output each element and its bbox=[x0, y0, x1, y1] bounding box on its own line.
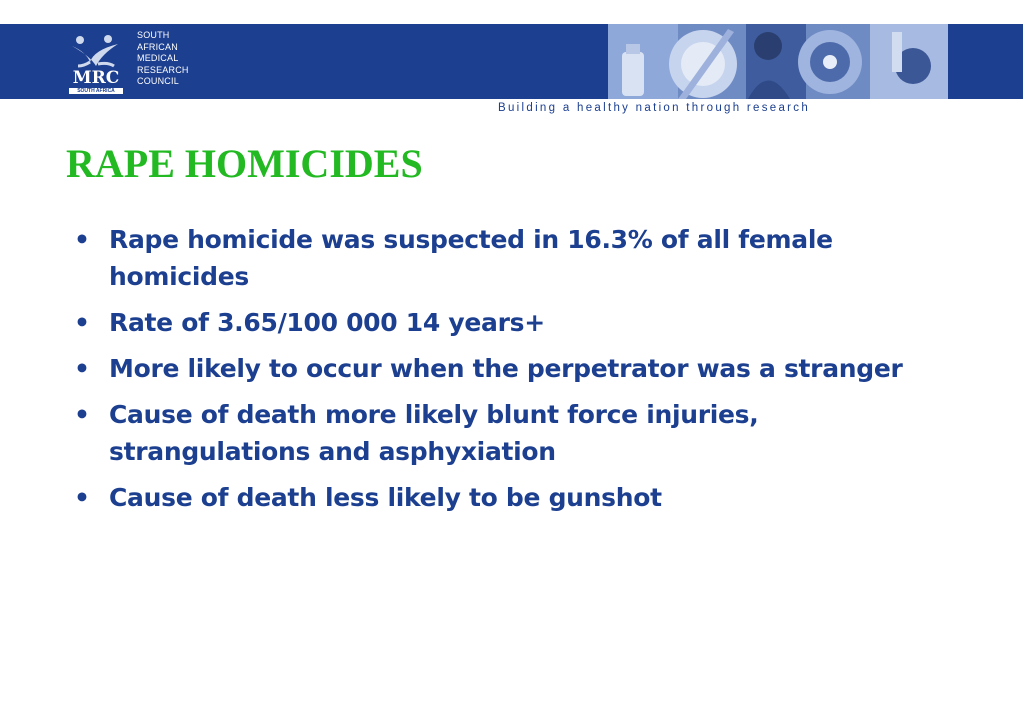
org-name-line: SOUTH bbox=[137, 30, 170, 40]
header-photo-collage bbox=[608, 24, 948, 99]
bullet-dot-icon: • bbox=[74, 225, 90, 254]
org-name-line: RESEARCH bbox=[137, 64, 189, 75]
bullet-text: Cause of death more likely blunt force injuries, strangulations and asphyxiation bbox=[109, 400, 759, 466]
slide-title: RAPE HOMICIDES bbox=[66, 141, 423, 186]
bullet-item bbox=[74, 350, 954, 387]
organization-name bbox=[137, 30, 189, 88]
bullet-text: Rape homicide was suspected in 16.3% of all female homicides bbox=[109, 225, 833, 291]
bullet-dot-icon: • bbox=[74, 400, 90, 429]
bullet-text: Cause of death less likely to be gunshot bbox=[109, 483, 662, 512]
bullet-item bbox=[74, 221, 954, 295]
org-name-line: COUNCIL bbox=[137, 76, 179, 86]
logo-country-label: SOUTH AFRICA bbox=[69, 88, 123, 94]
bullet-text: Rate of 3.65/100 000 14 years+ bbox=[109, 308, 545, 337]
logo-wordmark: MRC bbox=[72, 68, 120, 88]
tagline: Building a healthy nation through research bbox=[498, 102, 811, 114]
bullet-list bbox=[74, 221, 954, 525]
bullet-dot-icon: • bbox=[74, 308, 90, 337]
bullet-item bbox=[74, 304, 954, 341]
bullet-item bbox=[74, 479, 954, 516]
header-banner bbox=[0, 24, 1023, 99]
bullet-item bbox=[74, 396, 954, 470]
org-name-line: AFRICAN bbox=[137, 41, 178, 52]
bullet-dot-icon: • bbox=[74, 354, 90, 383]
bullet-dot-icon: • bbox=[74, 483, 90, 512]
org-name-line: MEDICAL bbox=[137, 53, 179, 63]
bullet-text: More likely to occur when the perpetrator was a stranger bbox=[109, 354, 903, 383]
